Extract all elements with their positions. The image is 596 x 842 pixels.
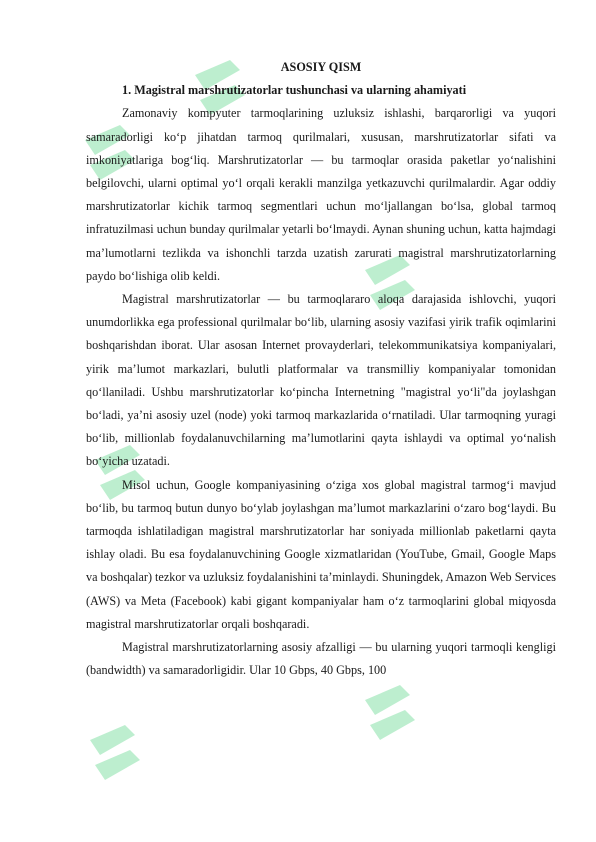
paragraph-2: Magistral marshrutizatorlar — bu tarmoqlararo aloqa darajasida ishlovchi, yuqori unumdorlikka ega professional qurilmalar bo‘lib, ularning asosiy vazifasi yirik trafik oqimlarini boshqarishdan iborat. Ular asosan Internet provayderlari, telekommunikatsiya kompaniyalari, yirik ma’lumot markazlari, bulutli platformalar va transmilliy kompaniyalar tomonidan qo‘llaniladi. Ushbu marshrutizatorlar ko‘pincha Internetning "magistral yo‘li"da joylashgan bo‘ladi, ya’ni asosiy uzel (node) yoki tarmoq markazlarida o‘rnatiladi. Ular tarmoqning yuragi bo‘lib, millionlab foydalanuvchilarning ma’lumotlarini qayta ishlaydi va optimal yo‘nalish bo‘yicha uzatadi. bbox=[86, 292, 556, 469]
paragraph-1: Zamonaviy kompyuter tarmoqlarining uzluksiz ishlashi, barqarorligi va yuqori samaradorligi ko‘p jihatdan tarmoq qurilmalari, xususan, marshrutizatorlar sifati va imkoniyatlariga bog‘liq. Marshrutizatorlar — bu tarmoqlar orasida paketlar yo‘nalishini belgilovchi, ularni optimal yo‘l orqali kerakli manzilga yetkazuvchi qurilmalardir. Agar oddiy marshrutizatorlar kichik tarmoq segmentlari uchun mo‘ljallangan bo‘lsa, global tarmoq infratuzilmasi uchun bunday qurilmalar yetarli bo‘lmaydi. Aynan shuning uchun, katta hajmdagi ma’lumotlarni tezlikda va ishonchli tarzda uzatish zarurati magistral marshrutizatorlarning paydo bo‘lishiga olib keldi. bbox=[86, 106, 557, 283]
page-heading: ASOSIY QISM bbox=[280, 60, 362, 74]
document-body bbox=[86, 56, 556, 682]
paragraph-4: Magistral marshrutizatorlarning asosiy afzalligi — bu ularning yuqori tarmoqli kengligi (bandwidth) va samaradorligidir. Ular 10 Gbps, 40 Gbps, 100 bbox=[86, 640, 556, 678]
section-title: 1. Magistral marshrutizatorlar tushunchasi va ularning ahamiyati bbox=[122, 83, 467, 98]
watermark-logo-5 bbox=[360, 680, 420, 760]
paragraph-3: Misol uchun, Google kompaniyasining o‘ziga xos global magistral tarmog‘i mavjud bo‘lib, bu tarmoq butun dunyo bo‘ylab joylashgan ma’lumot markazlarini o‘zaro bog‘laydi. Bu tarmoqda ishlatiladigan magistral marshrutizatorlar har soniyada millionlab paketlarni qayta ishlay oladi. Bu esa foydalanuvchining Google xizmatlaridan (YouTube, Gmail, Google Maps va boshqalar) tezkor va uzluksiz foydalanishini ta’minlaydi. Shuningdek, Amazon Web Services (AWS) va Meta (Facebook) kabi gigant kompaniyalar ham o‘z tarmoqlarini global miqyosda magistral marshrutizatorlar orqali boshqaradi. bbox=[86, 477, 556, 631]
watermark-logo-6 bbox=[85, 720, 145, 800]
